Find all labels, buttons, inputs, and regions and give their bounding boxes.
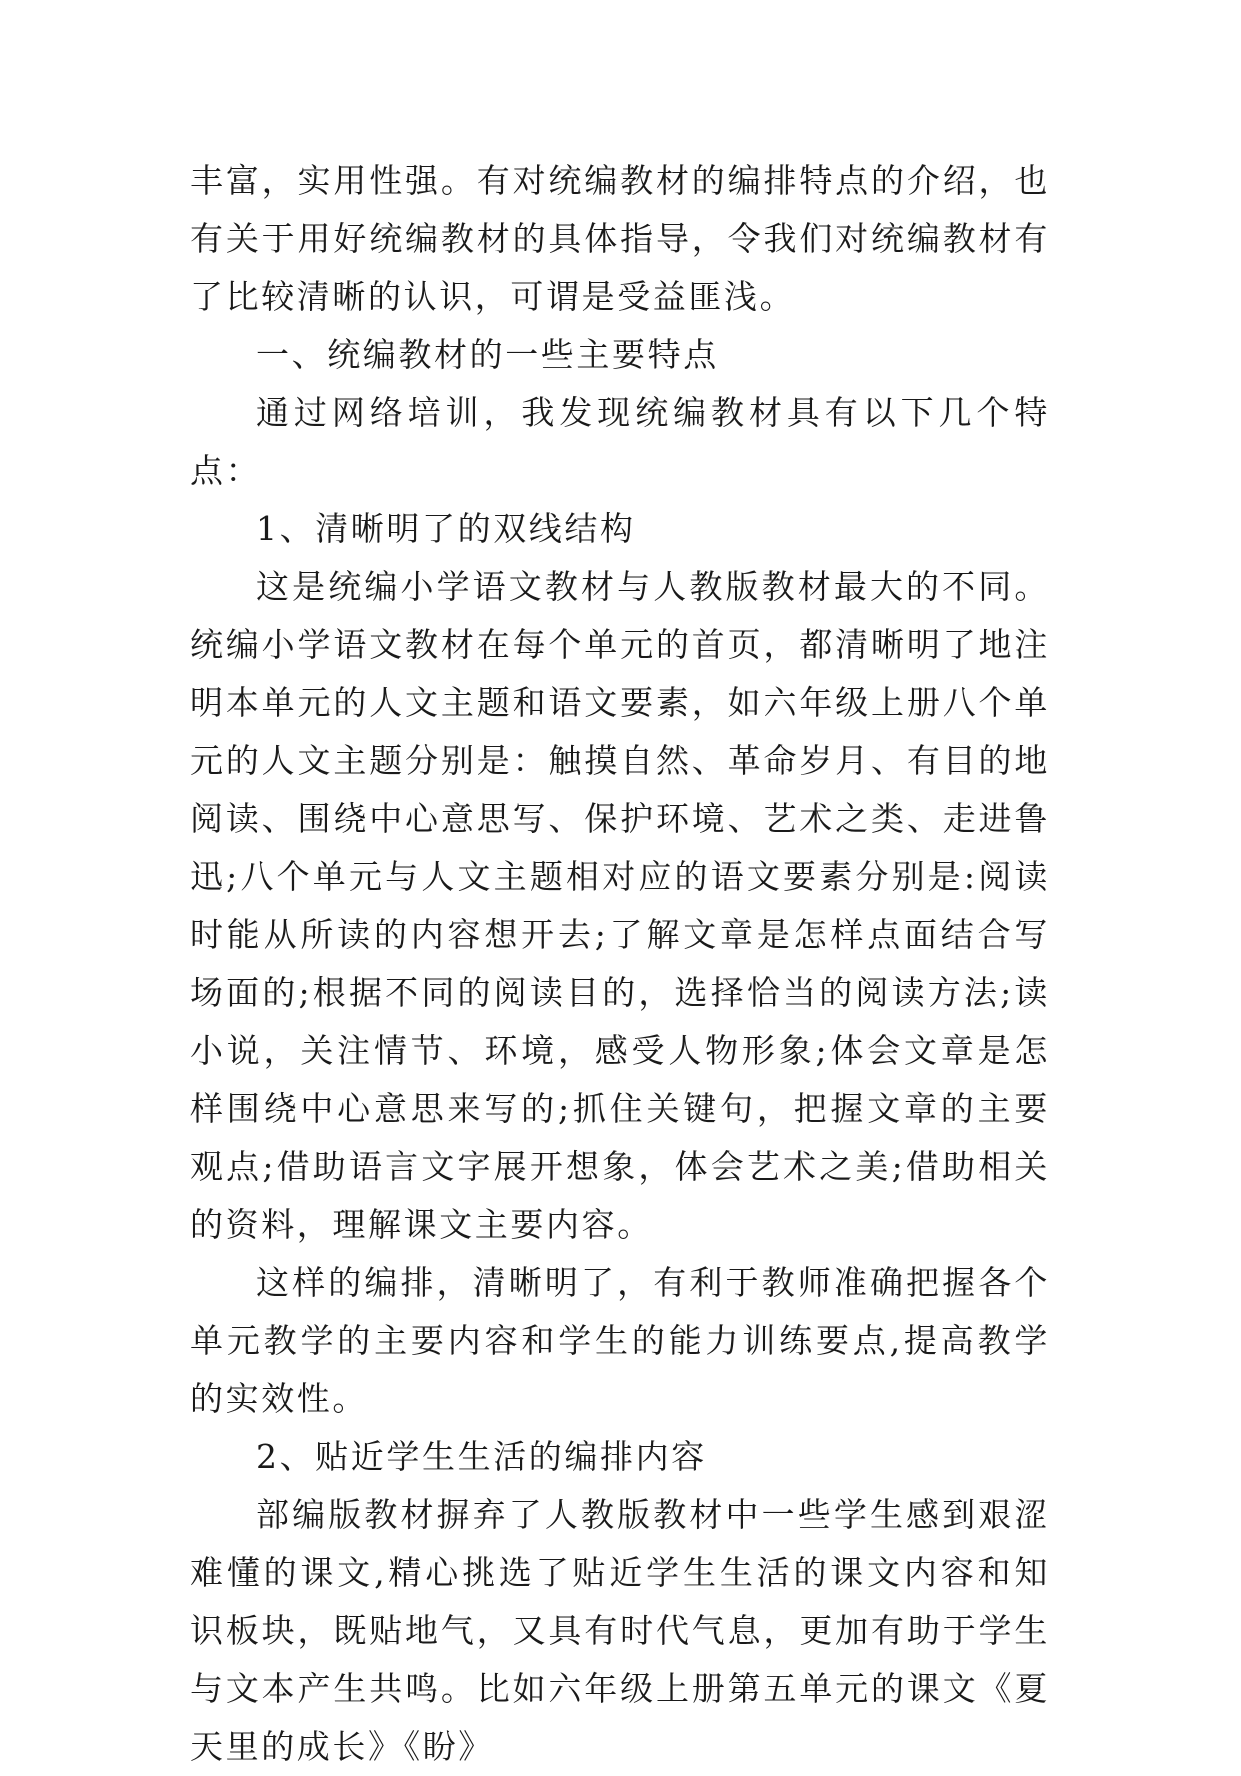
paragraph-intro: 通过网络培训，我发现统编教材具有以下几个特点： xyxy=(190,393,1050,490)
paragraph-continuation: 丰富，实用性强。有对统编教材的编排特点的介绍，也有关于用好统编教材的具体指导，令我们对统编教材有了比较清晰的认识，可谓是受益匪浅。 xyxy=(190,161,1050,316)
paragraph-content: 部编版教材摒弃了人教版教材中一些学生感到艰涩难懂的课文,精心挑选了贴近学生生活的课文内容和知识板块，既贴地气，又具有时代气息，更加有助于学生与文本产生共鸣。比如六年级上册第五单元的课文《夏天里的成长》《盼》 xyxy=(190,1495,1050,1766)
document-body xyxy=(190,152,1050,1776)
paragraph-dual-structure: 这是统编小学语文教材与人教版教材最大的不同。统编小学语文教材在每个单元的首页，都清晰明了地注明本单元的人文主题和语文要素，如六年级上册八个单元的人文主题分别是：触摸自然、革命岁月、有目的地阅读、围绕中心意思写、保护环境、艺术之类、走进鲁迅;八个单元与人文主题相对应的语文要素分别是:阅读时能从所读的内容想开去;了解文章是怎样点面结合写场面的;根据不同的阅读目的，选择恰当的阅读方法;读小说，关注情节、环境，感受人物形象;体会文章是怎样围绕中心意思来写的;抓住关键句，把握文章的主要观点;借助语言文字展开想象，体会艺术之美;借助相关的资料，理解课文主要内容。 xyxy=(190,567,1050,1244)
paragraph-summary: 这样的编排，清晰明了，有利于教师准确把握各个单元教学的主要内容和学生的能力训练要点,提高教学的实效性。 xyxy=(190,1263,1050,1418)
section-heading-1: 一、统编教材的一些主要特点 xyxy=(256,335,719,374)
subheading-1: 1、清晰明了的双线结构 xyxy=(256,509,636,548)
subheading-2: 2、贴近学生生活的编排内容 xyxy=(256,1437,707,1476)
